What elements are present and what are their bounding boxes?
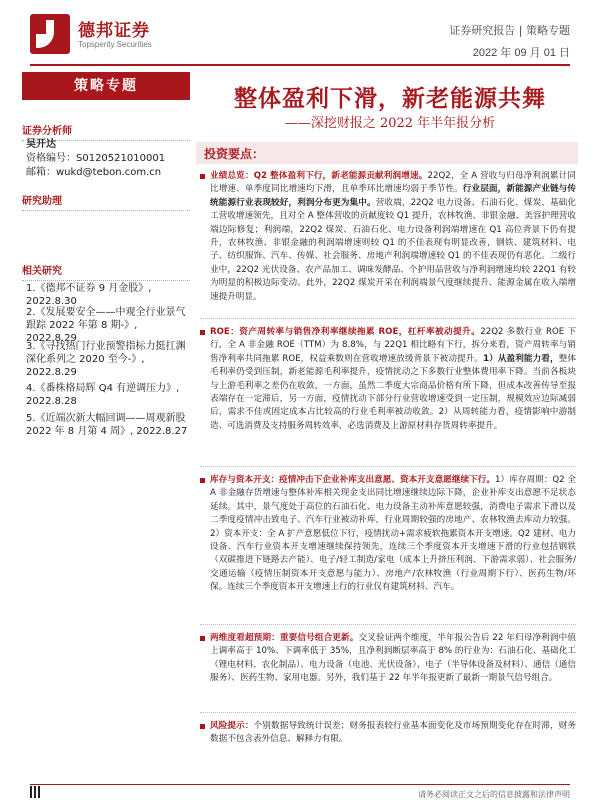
section-divider [200,466,576,467]
paragraph-emphasis: 行业层面，新能源产业链与传统能源行业表现较好，利润分布更为集中。 [210,184,576,208]
company-name: 德邦证券 [78,21,150,41]
sidebar [22,72,190,792]
key-points-heading [196,142,578,164]
related-heading: 相关研究 [22,262,190,281]
report-header [0,0,600,66]
paragraph-roe [200,326,576,433]
paragraph-text: 营收端，22Q2 电力设备、石油石化、煤炭、基础化工营收增速领先，且对全 A 整体营收的贡献度较 Q1 提升，农林牧渔、非银金融、美容护理营收端边际修复；利润端，22Q2 煤炭、石油石化、电力设备利润端增速在 Q1 高位背景下仍有提升，农林牧渔、非银金融的利润端增速则较 Q1 的不佳表现有明显改善，钢铁、建筑材料、电子、纺织服饰、汽车、传媒、社会服务、房地产利润端增速较 Q1 的不佳表现仍有恶化。二级行业中，22Q2 光伏设备、农产品加工、调味发酵品、个护用品营收与净利润增速均较 22Q1 有较为明显的积极边际变动。此外，22Q2 煤炭开采在利润端景气度继续提升、能源金属在收入端增速提升明显。 [210,197,576,302]
category-banner: 策略专题 [22,72,190,100]
footer-divider [30,784,570,785]
paragraph-beat-expectations [200,632,576,686]
paragraph-inventory-capex [200,474,576,595]
analyst-email: 邮箱：wukd@tebon.com.cn [26,167,162,178]
paragraph-text: 22Q2，全 A 营收与归母净利润累计同比增速、单季度同比增速均下滑，且单季环比增速均弱于季节性。 [210,171,577,195]
related-report[interactable]: 4.《番株格局辉 Q4 有逆调压力》, 2022.8.28 [26,383,180,407]
paragraph-lead: 风险提示： [210,721,254,731]
related-report[interactable]: 3.《寻找热门行业预警指标力挺扛渊深化系列之 2020 至今-》, 2022.8.29 [26,341,186,378]
company-name-en: Topsperity Securities [78,40,152,49]
paragraph-lead: 库存与资本开支：疫情冲击下企业补库支出意愿、资本开支意愿继续下行。 [210,475,496,485]
paragraph-lead: 业绩总览：Q2 整体盈利下行，新老能源贡献利润增速。 [210,171,428,181]
paragraph-text: 22Q2 多数行业 ROE 下行，全 A 非金融 ROE（TTM）为 8.8%，与 22Q1 相比略有下行，拆分来看，资产周转率与销售净利率共同拖累 ROE，权益乘数则在营收增速放缓背景下被动提升。 [210,327,576,364]
qr-code-icon [30,786,42,798]
paragraph-lead: ROE：资产周转率与销售净利率继续拖累 ROE，杠杆率被动提升。 [210,327,481,337]
paragraph-performance [200,170,576,304]
paragraph-lead: 两维度看超预期：重要信号组合更新。 [210,633,359,643]
footer-disclaimer: 请务必阅读正文之后的信息披露和法律声明 [418,790,570,799]
related-report[interactable]: 2.《发展要安全——中观全行业景气跟踪 2022 年第 8 期-》, 2022.8.29 [26,307,186,344]
report-subtitle: ——深挖财报之 2022 年半年报分析 [284,116,496,131]
paragraph-emphasis: 1）从盈利能力看， [483,353,559,364]
analyst-heading: 证券分析师 [22,122,190,141]
paragraph-text: 整体毛利率仍受到压制，新老能源毛利率提升，疫情扰动之下多数行业整体费用率下降。当前各板块与上游毛利率之差仍在收敛，一方面，虽然二季度大宗商品价格有所下降，但成本改善传导至报表端存在一定滞后，另一方面，疫情扰动下部分行业营收增速受到一定压制，规模效应边际减弱后，需求不佳或固定成本占比较高的行业毛利率被动收敛。2）从周转能力看，疫情影响中游制造、可选消费及支持服务周转效率，必选消费及上游原材料存货周转率提升。 [210,353,576,431]
paragraph-risk [200,720,576,747]
paragraph-text: 个别数据导致统计误差；财务报表较行业基本面变化及市场预期变化存在时滞，财务数据不包含表外信息、解释力有限。 [210,721,576,745]
section-divider [200,712,576,713]
report-date: 2022 年 09 月 01 日 [472,47,570,59]
section-divider [200,318,576,319]
report-title: 整体盈利下滑，新老能源共舞 [234,85,546,112]
analyst-license: 资格编号：S0120521010001 [26,153,166,164]
header-divider [30,64,570,66]
related-report[interactable]: 5.《近端次新大幅回调——周观新股 2022 年 8 月第 4 周》, 2022.8.27 [26,413,188,437]
paragraph-text: 1）库存周期：Q2 全 A 非金融存货增速与整体补库相关现金支出同比增速继续边际下降，企业补库支出意愿不足状态延续。其中，景气度处于高位的石油石化、电力设备主动补库意愿较强，消费电子需求下滑以及二季度疫情冲击致电子、汽车行业被动补库，行业周期较强的房地产、农林牧渔去库动力较强。2）资本开支：全 A 扩产意愿低位下行，疫情扰动+需求疲软拖累资本开支增速。Q2 建材、电力设备、汽车行业资本开支增速继续保持领先，连续三个季度资本开支增速下滑的行业包括钢铁（双碳推进下链路去产能）、电子/轻工制造/家电（成本上升挤压利润、下游需求弱）、社会服务/交通运输（疫情压制资本开支意愿与能力）、房地产/农林牧渔（行业周期下行）、医药生物/环保。连续三个季度资本开支增速上行的行业仅有建筑材料、汽车。 [210,475,576,593]
assistant-heading: 研究助理 [22,192,190,211]
company-logo [30,14,70,54]
report-type: 证券研究报告 | 策略专题 [449,24,570,37]
related-report[interactable]: 1.《德邦不证券 9 月金股》, 2022.8.30 [26,283,152,307]
section-divider [200,624,576,625]
analyst-name: 吴开达 [26,139,56,150]
paragraph-text: 交叉验证两个维度，半年报公告后 22 年归母净利润中值上调率高于 10%、下调率低于 35%，且净利润断层率高于 8% 的行业为：石油石化、基础化工（锂电材料、农化制品）、电力设备（电池、光伏设备）、电子（半导体设备及材料）、通信（通信服务）、医药生物、家用电器。另外，我们基于 22 年半年报更新了最新一期景气信号组合。 [210,633,576,684]
key-points-label: 投资要点： [204,147,265,161]
